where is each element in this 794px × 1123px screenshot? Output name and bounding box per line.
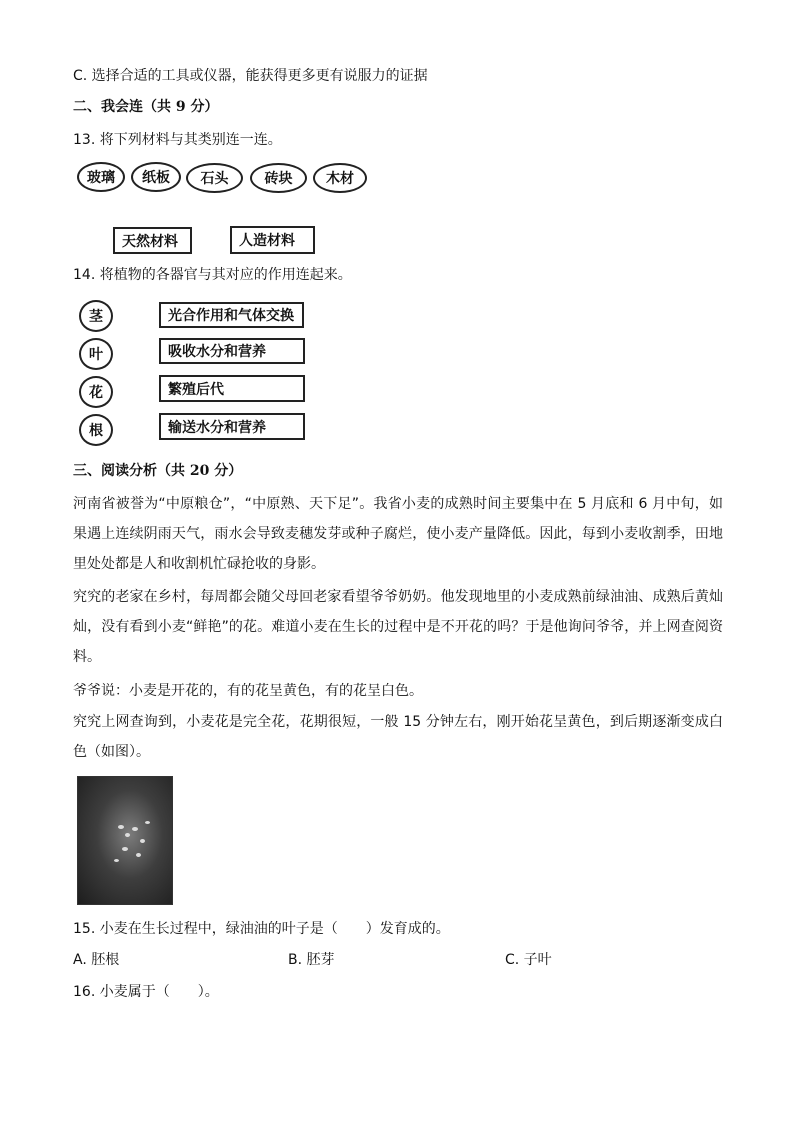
material-oval: 石头	[186, 163, 243, 193]
organ-circle: 茎	[79, 300, 113, 332]
passage-paragraph-2: 究究的老家在乡村，每周都会随父母回老家看望爷爷奶奶。他发现地里的小麦成熟前绿油油、成熟后黄灿灿，没有看到小麦“鲜艳”的花。难道小麦在生长的过程中是不开花的吗？于是他询问爷爷，并上网查阅资料。	[73, 589, 723, 665]
passage-paragraph-1: 河南省被誉为“中原粮仓”，“中原熟、天下足”。我省小麦的成熟时间主要集中在 5 月底和 6 月中旬，如果遇上连续阴雨天气，雨水会导致麦穗发芽或种子腐烂，使小麦产量降低。因此，每到小麦收割季，田地里处处都是人和收割机忙碌抢收的身影。	[73, 496, 723, 572]
material-oval: 纸板	[131, 162, 181, 192]
q16-text: 16. 小麦属于（ ）。	[73, 984, 219, 1000]
passage-paragraph-3: 爷爷说：小麦是开花的，有的花呈黄色，有的花呈白色。	[73, 683, 423, 699]
organ-circle: 花	[79, 376, 113, 408]
q15-option-c: C. 子叶	[505, 952, 552, 968]
function-box: 光合作用和气体交换	[159, 302, 304, 328]
function-box: 输送水分和营养	[159, 413, 305, 440]
category-box: 人造材料	[230, 226, 315, 254]
q13-text: 13. 将下列材料与其类别连一连。	[73, 132, 282, 148]
function-box: 繁殖后代	[159, 375, 305, 402]
q15-option-b: B. 胚芽	[288, 952, 335, 968]
organ-circle: 叶	[79, 338, 113, 370]
material-oval: 砖块	[250, 163, 307, 193]
passage-paragraph-4: 究究上网查询到，小麦花是完全花，花期很短，一般 15 分钟左右，刚开始花呈黄色，到后期逐渐变成白色（如图）。	[73, 714, 723, 760]
category-box: 天然材料	[113, 227, 192, 254]
section3-title: 三、阅读分析（共 20 分）	[73, 463, 243, 479]
organ-circle: 根	[79, 414, 113, 446]
material-oval: 木材	[313, 163, 367, 193]
q15-text: 15. 小麦在生长过程中，绿油油的叶子是（ ）发育成的。	[73, 921, 450, 937]
q12-option-c: C. 选择合适的工具或仪器，能获得更多更有说服力的证据	[73, 68, 428, 84]
q15-option-a: A. 胚根	[73, 952, 120, 968]
q14-text: 14. 将植物的各器官与其对应的作用连起来。	[73, 267, 352, 283]
wheat-flower-photo	[77, 776, 173, 905]
section2-title: 二、我会连（共 9 分）	[73, 99, 219, 115]
function-box: 吸收水分和营养	[159, 338, 305, 364]
material-oval: 玻璃	[77, 162, 125, 192]
